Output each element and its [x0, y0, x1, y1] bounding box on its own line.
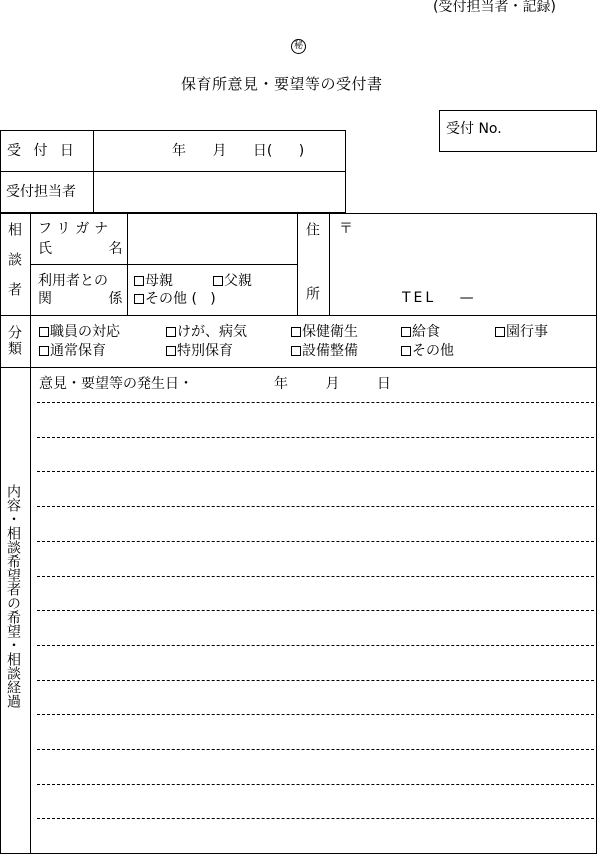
consultant-row-line [30, 264, 297, 265]
checkbox-icon[interactable] [39, 346, 49, 356]
secret-mark-icon: 秘 [291, 39, 306, 54]
content-line[interactable] [37, 818, 594, 819]
address-side-label: 住所 [304, 222, 320, 350]
form-title: 保育所意見・要望等の受付書 [181, 75, 383, 93]
checkbox-icon[interactable] [213, 276, 223, 286]
relation-option-father[interactable]: 父親 [213, 274, 252, 288]
relation-option-mother[interactable]: 母親 [134, 274, 173, 288]
checkbox-icon[interactable] [401, 346, 411, 356]
checkbox-icon[interactable] [166, 346, 176, 356]
checkbox-icon[interactable] [134, 276, 144, 286]
class-option-events[interactable]: 園行事 [495, 325, 548, 339]
content-line[interactable] [37, 471, 594, 472]
relation-label-2: 関 係 [38, 291, 123, 307]
reception-staff-label: 受付担当者 [6, 184, 76, 200]
checkbox-icon[interactable] [401, 327, 411, 337]
classification-side-label: 分類 [6, 325, 22, 357]
content-top-line [0, 367, 597, 368]
reception-date-label: 受 付 日 [7, 143, 74, 159]
reception-date-field[interactable]: 年 月 日( ) [172, 143, 305, 159]
relation-label: 利用者との [38, 273, 108, 289]
main-left-line [0, 213, 1, 854]
content-line[interactable] [37, 576, 594, 577]
name-field[interactable] [130, 216, 294, 260]
postal-mark: 〒 [339, 221, 353, 237]
checkbox-icon[interactable] [291, 327, 301, 337]
checkbox-icon[interactable] [166, 327, 176, 337]
address-field[interactable] [355, 218, 591, 278]
receipt-no-label: 受付 No. [446, 121, 502, 137]
checkbox-icon[interactable] [495, 327, 505, 337]
checkbox-icon[interactable] [39, 327, 49, 337]
content-line[interactable] [37, 610, 594, 611]
content-side-label: 内容・相談希望者の希望・相談経過 [5, 484, 21, 708]
tel-label[interactable]: TEL — [402, 290, 477, 306]
receipt-no-box[interactable] [439, 110, 597, 152]
class-option-meals[interactable]: 給食 [401, 325, 440, 339]
class-option-special-care[interactable]: 特別保育 [166, 344, 233, 358]
occurrence-label: 意見・要望等の発生日・ [39, 376, 193, 392]
consultant-divider-2 [297, 213, 298, 315]
main-top-line [0, 213, 597, 214]
content-line[interactable] [37, 714, 594, 715]
consultant-divider-3 [329, 213, 330, 315]
content-line[interactable] [37, 645, 594, 646]
relation-option-other[interactable]: その他 ( ) [134, 292, 216, 306]
class-option-regular-care[interactable]: 通常保育 [39, 344, 106, 358]
content-line[interactable] [37, 784, 594, 785]
name-label: 氏 名 [38, 241, 123, 257]
content-line[interactable] [37, 749, 594, 750]
class-option-injury[interactable]: けが、病気 [166, 325, 247, 339]
label-column-line [30, 213, 31, 854]
content-line[interactable] [37, 402, 594, 403]
class-option-staff[interactable]: 職員の対応 [39, 325, 120, 339]
content-line[interactable] [37, 437, 594, 438]
reception-staff-field[interactable] [96, 175, 342, 209]
record-note: (受付担当者・記録) [433, 0, 556, 15]
occurrence-date-field[interactable]: 年 月 日 [274, 376, 391, 392]
content-line[interactable] [37, 541, 594, 542]
furigana-label: フリガナ [38, 221, 114, 237]
reception-row-line [0, 171, 346, 172]
checkbox-icon[interactable] [134, 294, 144, 304]
class-option-hygiene[interactable]: 保健衛生 [291, 325, 358, 339]
checkbox-icon[interactable] [291, 346, 301, 356]
classification-top-line [0, 315, 597, 316]
class-option-facilities[interactable]: 設備整備 [291, 344, 358, 358]
consultant-side-label: 相談者 [6, 222, 22, 312]
content-line[interactable] [37, 506, 594, 507]
content-line[interactable] [37, 680, 594, 681]
class-option-other[interactable]: その他 [401, 344, 454, 358]
